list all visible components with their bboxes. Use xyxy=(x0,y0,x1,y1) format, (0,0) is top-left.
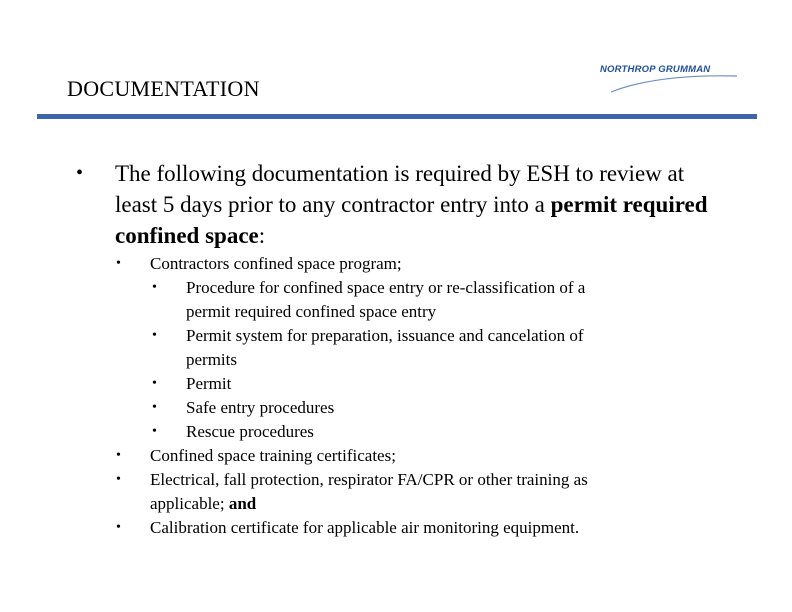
bullet-marker: • xyxy=(152,376,157,391)
logo-swoosh-icon xyxy=(597,62,742,96)
list-item-continuation xyxy=(150,492,256,516)
bullet-marker: • xyxy=(152,424,157,439)
and-word: and xyxy=(228,494,257,513)
list-item: Confined space training certificates; xyxy=(150,446,396,465)
intro-text: The following documentation is required by ESH to review at least 5 days prior to any contractor entry into a xyxy=(115,161,685,217)
list-item: Safe entry procedures xyxy=(186,398,335,417)
list-item: Rescue procedures xyxy=(186,422,314,441)
list-item: Electrical, fall protection, respirator FA/CPR or other training as xyxy=(150,470,588,489)
intro-paragraph xyxy=(115,158,715,251)
list-item: Permit xyxy=(186,374,232,393)
list-item-text: applicable; xyxy=(150,494,225,513)
northrop-grumman-logo xyxy=(597,62,742,96)
bullet-marker: • xyxy=(152,400,157,415)
bullet-marker: • xyxy=(116,448,121,463)
list-item-continuation: permit required confined space entry xyxy=(186,302,437,321)
bullet-marker: • xyxy=(116,472,121,487)
logo-text: NORTHROP GRUMMAN xyxy=(600,64,711,75)
list-item-continuation: permits xyxy=(186,350,237,369)
list-item: Procedure for confined space entry or re-classification of a xyxy=(186,278,586,297)
page-title: DOCUMENTATION xyxy=(67,76,260,101)
intro-bold-phrase: permit required confined space xyxy=(115,192,708,248)
bullet-marker: • xyxy=(116,256,121,271)
list-item: Contractors confined space program; xyxy=(150,254,402,273)
header-divider xyxy=(37,114,757,119)
intro-colon: : xyxy=(258,223,266,248)
list-item: Calibration certificate for applicable air monitoring equipment. xyxy=(150,518,580,537)
list-item: Permit system for preparation, issuance and cancelation of xyxy=(186,326,584,345)
bullet-marker: • xyxy=(76,162,84,184)
bullet-marker: • xyxy=(152,328,157,343)
bullet-marker: • xyxy=(152,280,157,295)
bullet-marker: • xyxy=(116,520,121,535)
